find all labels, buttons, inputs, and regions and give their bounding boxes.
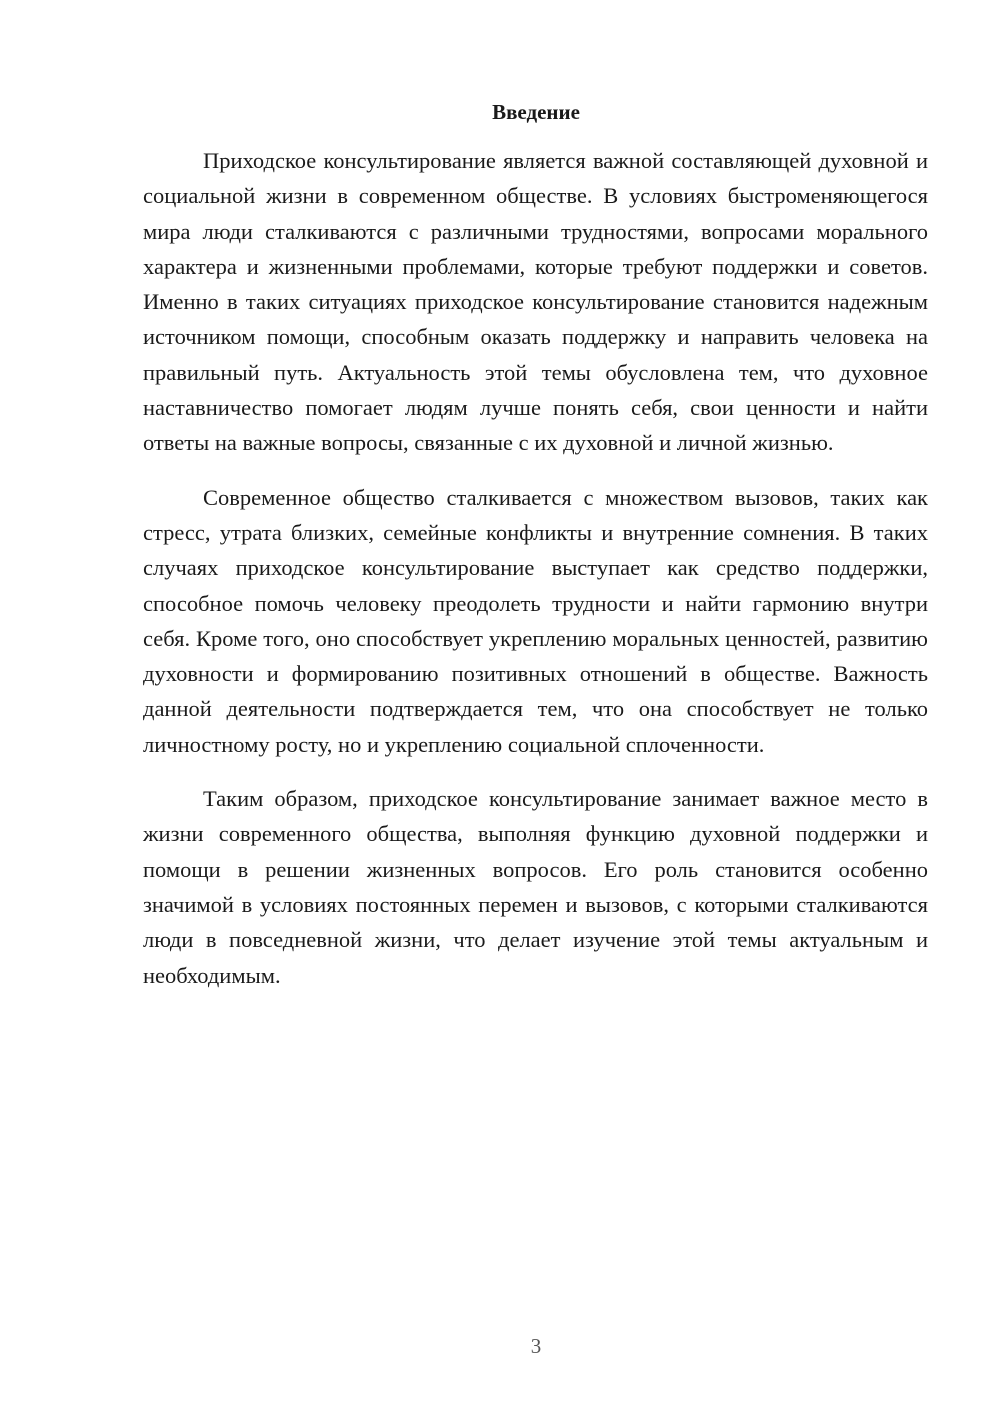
body-text: [143, 143, 928, 993]
paragraph-3: Таким образом, приходское консультирование занимает важное место в жизни современного общества, выполняя функцию духовной поддержки и помощи в решении жизненных вопросов. Его роль становится особенно значимой в условиях постоянных перемен и вызовов, с которыми сталкиваются люди в повседневной жизни, что делает изучение этой темы актуальным и необходимым.: [143, 786, 928, 988]
section-heading: Введение: [492, 100, 580, 124]
paragraph-1: Приходское консультирование является важной составляющей духовной и социальной жизни в современном обществе. В условиях быстроменяющегося мира люди сталкиваются с различными трудностями, вопросами морального характера и жизненными проблемами, которые требуют поддержки и советов. Именно в таких ситуациях приходское консультирование становится надежным источником помощи, способным оказать поддержку и направить человека на правильный путь. Актуальность этой темы обусловлена тем, что духовное наставничество помогает людям лучше понять себя, свои ценности и найти ответы на важные вопросы, связанные с их духовной и личной жизнью.: [143, 148, 928, 456]
page-number: 3: [530, 1334, 542, 1358]
paragraph-2: Современное общество сталкивается с множеством вызовов, таких как стресс, утрата близких, семейные конфликты и внутренние сомнения. В таких случаях приходское консультирование выступает как средство поддержки, способное помочь человеку преодолеть трудности и найти гармонию внутри себя. Кроме того, оно способствует укреплению моральных ценностей, развитию духовности и формированию позитивных отношений в обществе. Важность данной деятельности подтверждается тем, что она способствует не только личностному росту, но и укреплению социальной сплоченности.: [143, 484, 928, 757]
